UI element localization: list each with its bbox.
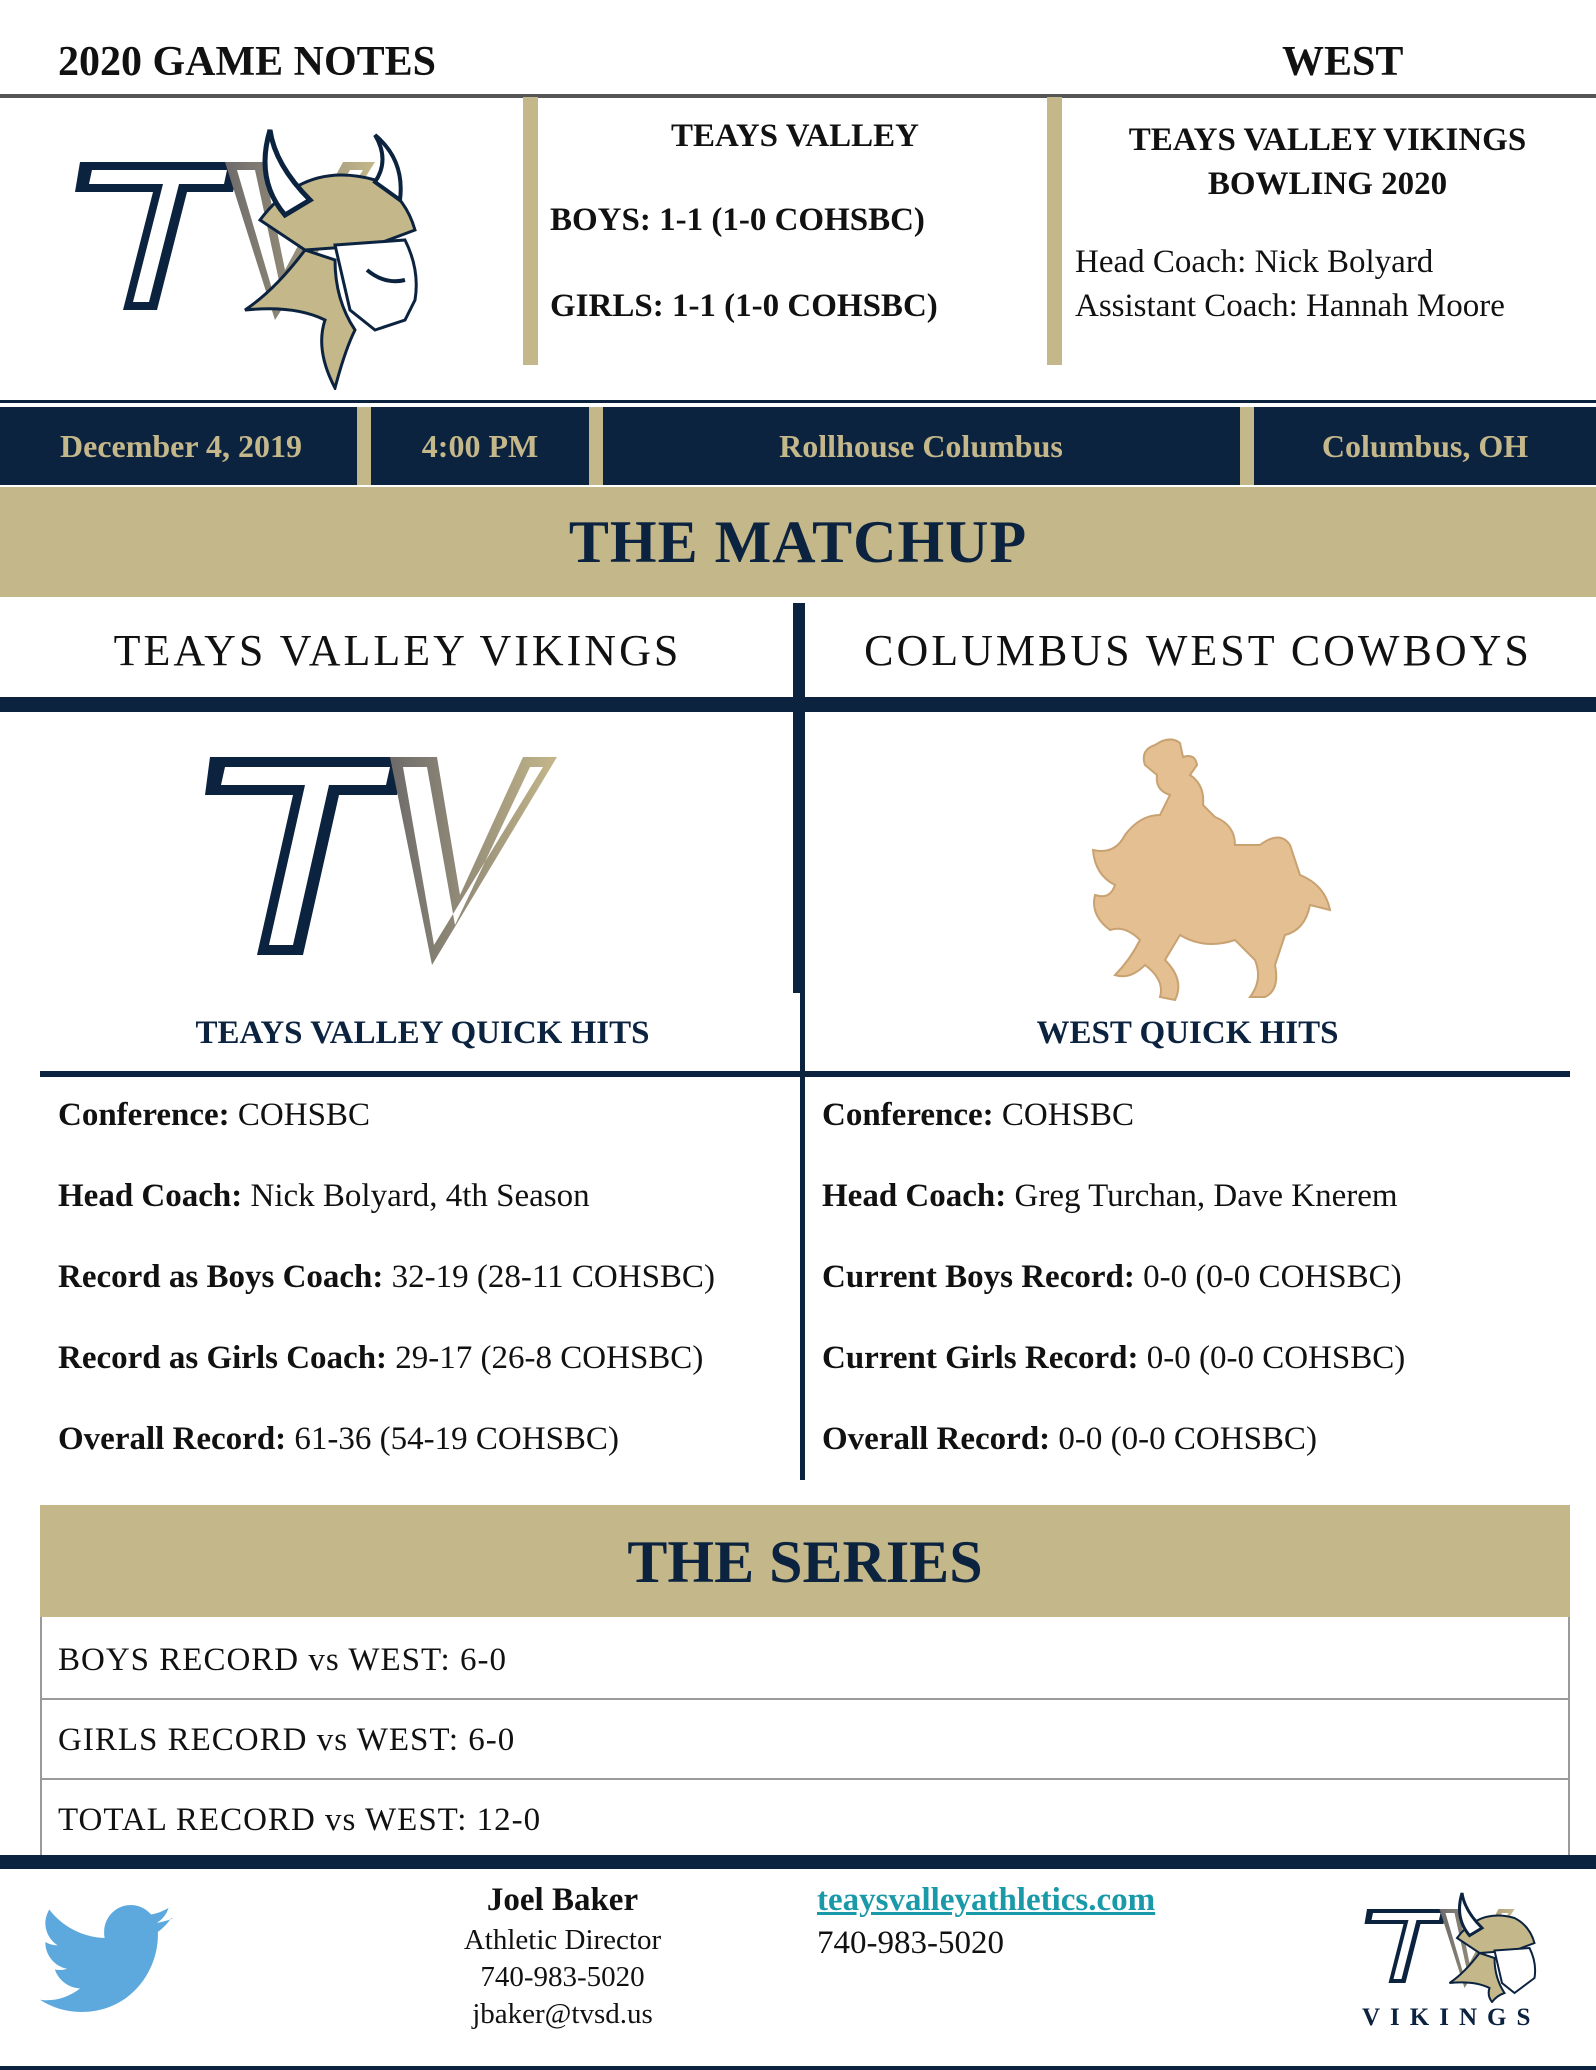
website-link[interactable]: teaysvalleyathletics.com: [817, 1882, 1156, 1918]
game-time: 4:00 PM: [421, 428, 539, 464]
team-names-rule: [0, 697, 1596, 712]
away-team-name: COLUMBUS WEST COWBOYS: [864, 626, 1532, 675]
home-fact-head-coach: Head Coach: Nick Bolyard, 4th Season: [58, 1178, 590, 1214]
document-title: 2020 GAME NOTES: [58, 39, 437, 85]
home-fact-boys-record: Record as Boys Coach: 32-19 (28-11 COHSBC): [58, 1259, 715, 1295]
contact-title: Athletic Director: [463, 1924, 662, 1956]
header-divider: [0, 94, 1596, 98]
series-title: THE SERIES: [627, 1529, 983, 1595]
bucking-bronco-icon: [1085, 735, 1335, 1005]
game-location: Columbus, OH: [1321, 428, 1529, 464]
bottom-rule: [0, 2066, 1596, 2070]
assistant-coach: Assistant Coach: Hannah Moore: [1075, 288, 1505, 324]
home-fact-overall-record: Overall Record: 61-36 (54-19 COHSBC): [58, 1421, 619, 1457]
game-venue: Rollhouse Columbus: [779, 428, 1063, 464]
program-title-line2: BOWLING 2020: [1207, 166, 1448, 202]
program-title: [1060, 118, 1595, 206]
quick-hits-rule: [40, 1071, 1570, 1077]
boys-record: BOYS: 1-1 (1-0 COHSBC): [550, 202, 925, 238]
info-separator: [589, 407, 603, 485]
away-fact-girls-record: Current Girls Record: 0-0 (0-0 COHSBC): [822, 1340, 1406, 1376]
matchup-divider: [793, 603, 805, 993]
website-phone: 740-983-5020: [817, 1925, 1004, 1961]
viking-tv-logo-icon: [1362, 1888, 1552, 2003]
matchup-title: THE MATCHUP: [568, 509, 1028, 575]
matchup-divider-lower: [800, 993, 805, 1480]
gold-divider: [523, 97, 538, 365]
twitter-bird-icon[interactable]: [40, 1905, 175, 2017]
info-separator: [357, 407, 371, 485]
series-row-total: TOTAL RECORD vs WEST: 12-0: [58, 1802, 542, 1838]
footer-rule: [0, 1855, 1596, 1869]
opponent-title: WEST: [1282, 39, 1404, 85]
footer-logo-word: VIKINGS: [1362, 2004, 1541, 2031]
away-quick-hits-title: WEST QUICK HITS: [1036, 1015, 1339, 1051]
away-fact-overall-record: Overall Record: 0-0 (0-0 COHSBC): [822, 1421, 1317, 1457]
away-fact-conference: Conference: COHSBC: [822, 1097, 1134, 1133]
info-bar-top-rule: [0, 400, 1596, 403]
contact-name: Joel Baker: [486, 1882, 639, 1918]
contact-email[interactable]: jbaker@tvsd.us: [472, 1998, 653, 2030]
game-date: December 4, 2019: [60, 428, 302, 464]
home-fact-girls-record: Record as Girls Coach: 29-17 (26-8 COHSBC): [58, 1340, 704, 1376]
program-title-line1: TEAYS VALLEY VIKINGS: [1128, 122, 1527, 158]
home-fact-conference: Conference: COHSBC: [58, 1097, 370, 1133]
home-team-name: TEAYS VALLEY VIKINGS: [113, 626, 682, 675]
away-fact-head-coach: Head Coach: Greg Turchan, Dave Knerem: [822, 1178, 1398, 1214]
viking-tv-logo-icon: [75, 120, 445, 390]
series-row-boys: BOYS RECORD vs WEST: 6-0: [40, 1620, 1570, 1700]
girls-record: GIRLS: 1-1 (1-0 COHSBC): [550, 288, 938, 324]
info-separator: [1240, 407, 1254, 485]
contact-phone: 740-983-5020: [480, 1961, 645, 1993]
away-fact-boys-record: Current Boys Record: 0-0 (0-0 COHSBC): [822, 1259, 1402, 1295]
head-coach: Head Coach: Nick Bolyard: [1075, 244, 1434, 280]
records-title: TEAYS VALLEY: [671, 118, 919, 154]
tv-logo-icon: [205, 755, 560, 965]
series-row-girls: GIRLS RECORD vs WEST: 6-0: [40, 1700, 1570, 1780]
home-quick-hits-title: TEAYS VALLEY QUICK HITS: [195, 1015, 650, 1051]
